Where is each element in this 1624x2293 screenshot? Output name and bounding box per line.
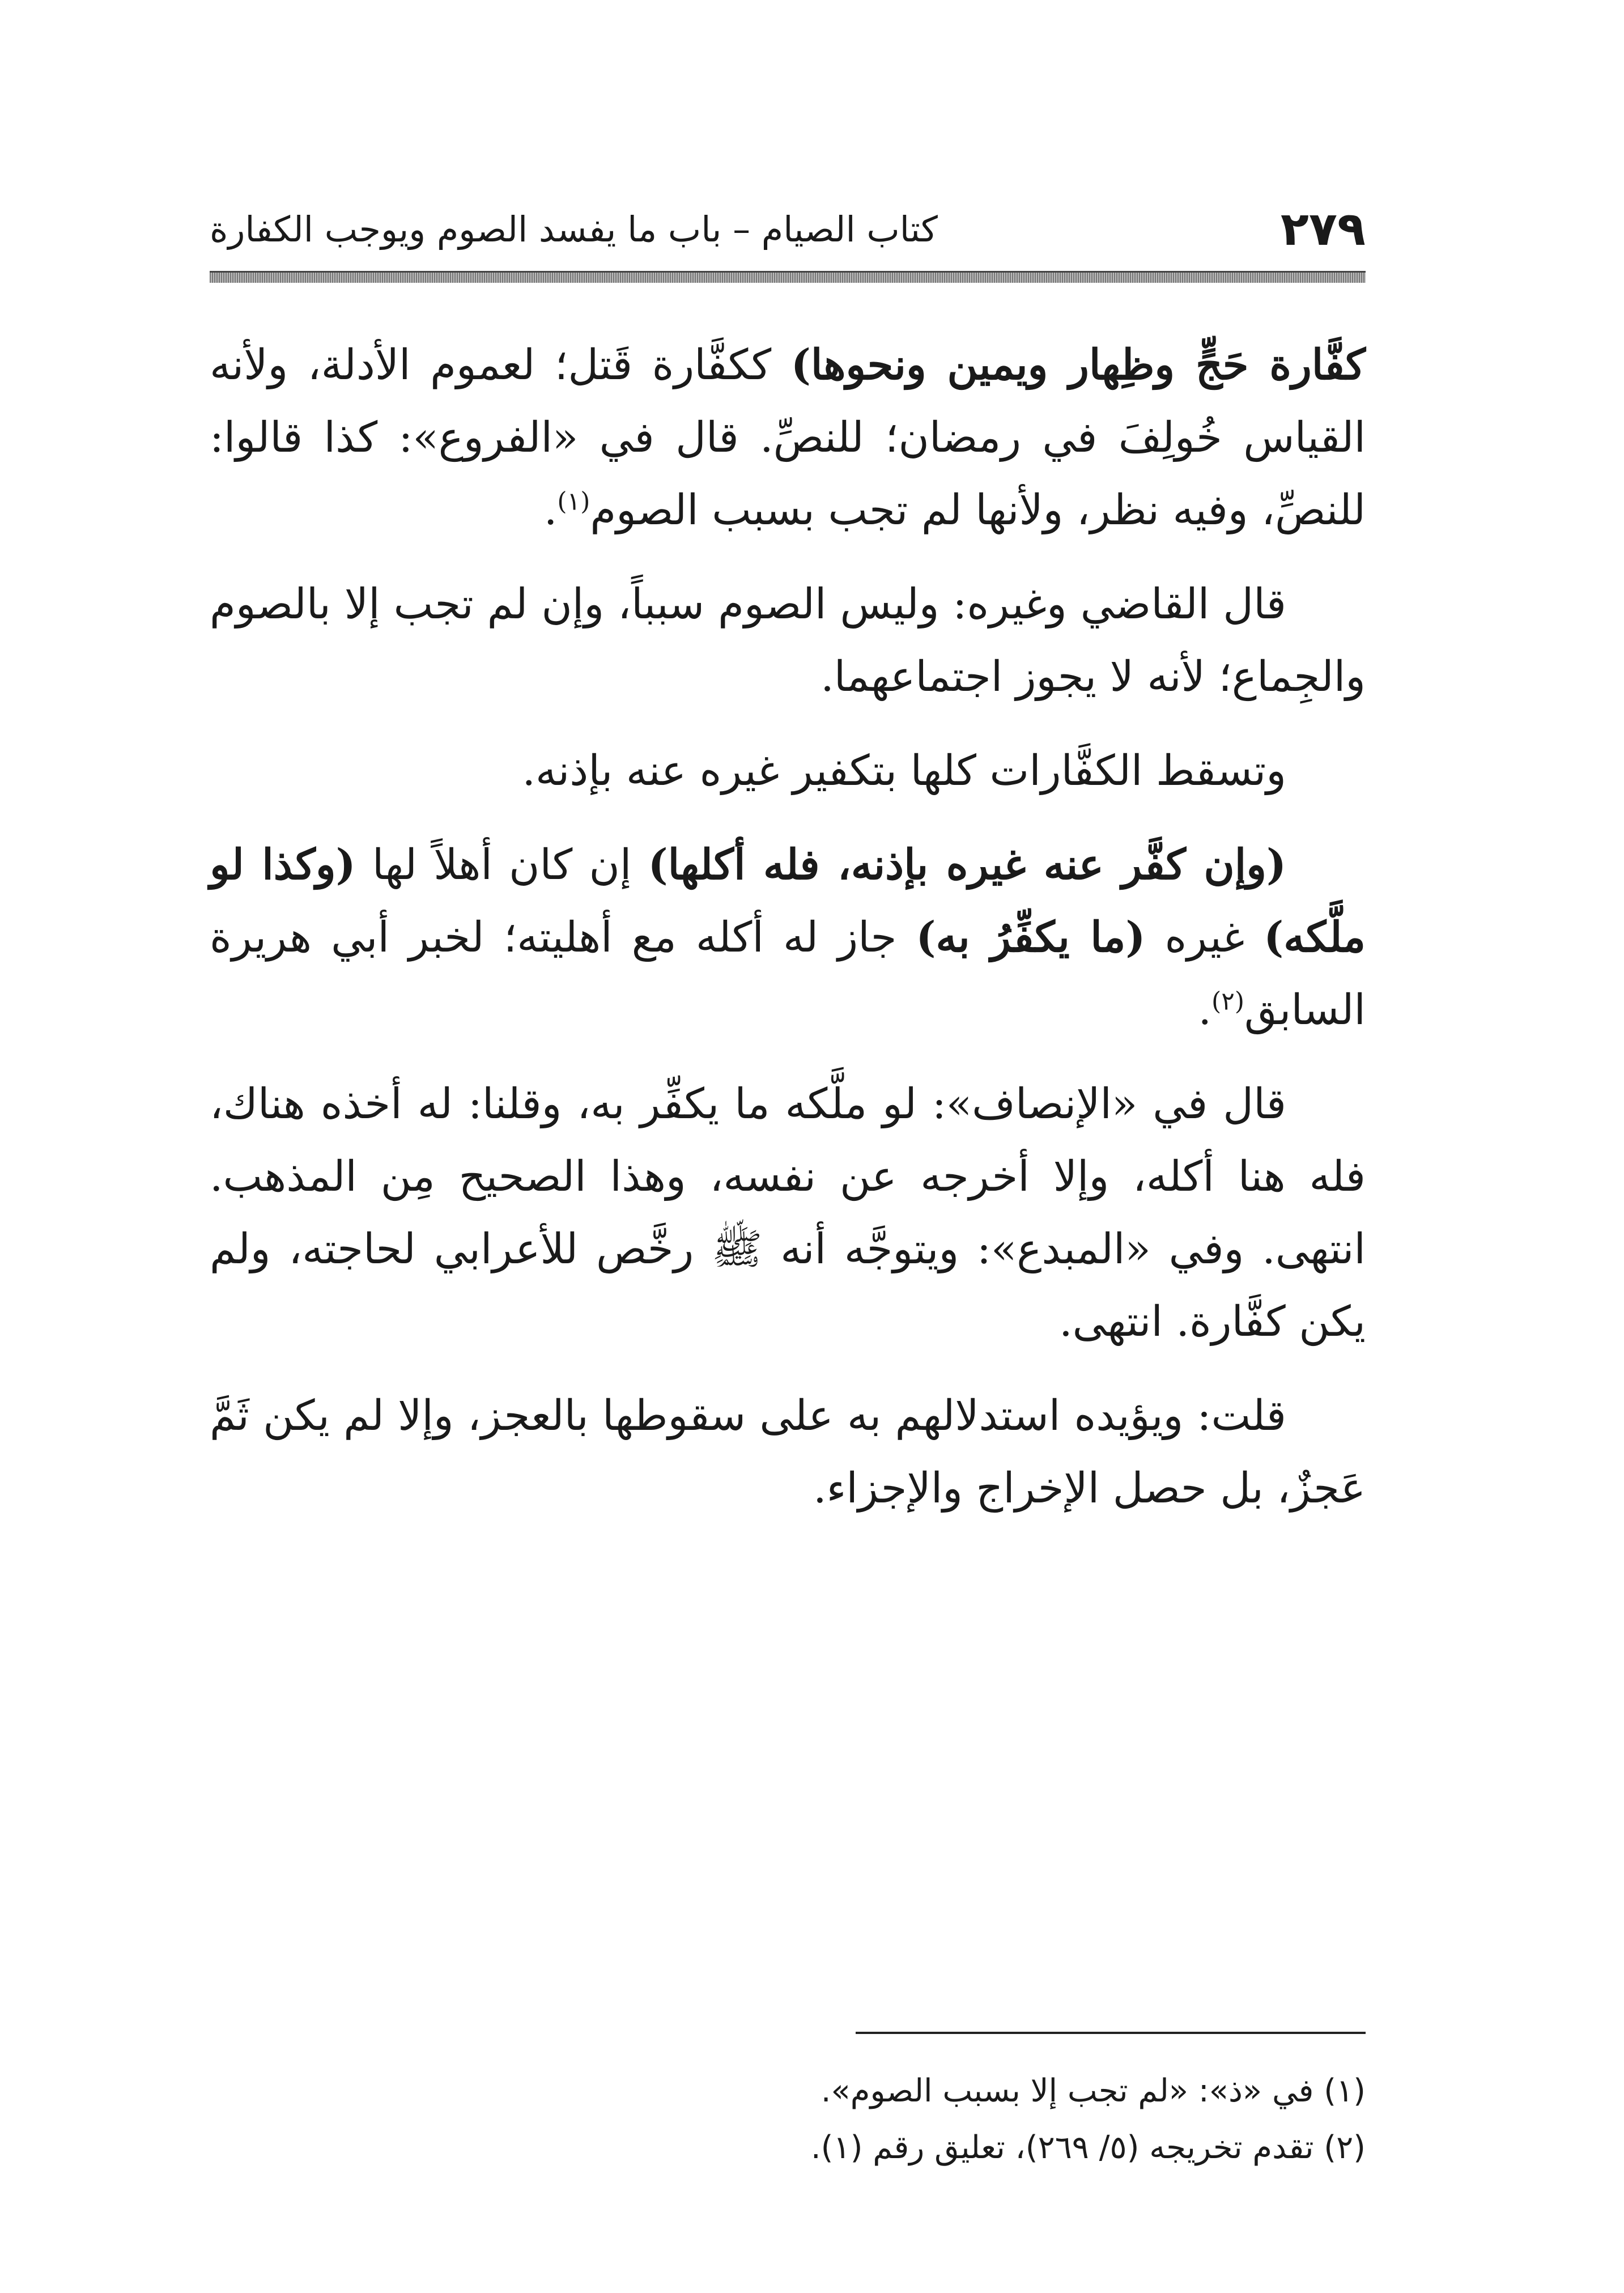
- page-header: [210, 198, 1366, 261]
- paragraph-6: قلت: ويؤيده استدلالهم به على سقوطها بالعجز، وإلا لم يكن ثَمَّ عَجزٌ، بل حصل الإخراج والإجزاء.: [210, 1391, 1366, 1513]
- text-run: غيره: [1145, 913, 1264, 962]
- running-title: كتاب الصيام – باب ما يفسد الصوم ويوجب الكفارة: [210, 209, 938, 250]
- page-number: ٢٧٩: [1280, 202, 1366, 256]
- footnote-1: (١) في «ذ»: «لم تجب إلا بسبب الصوم».: [820, 2073, 1366, 2109]
- bold-phrase: (وإن كفَّر عنه غيره بإذنه، فله أكلها): [648, 840, 1287, 889]
- text-run: .: [1198, 986, 1212, 1034]
- footnote-ref-1: (١): [557, 487, 590, 516]
- text-run: إن كان أهلاً لها: [355, 840, 648, 889]
- footnote-divider: [856, 2032, 1366, 2034]
- footnotes: [210, 2063, 1366, 2176]
- bold-phrase: (ما يكفِّرُ به): [916, 913, 1146, 962]
- footnote-ref-2: (٢): [1211, 987, 1245, 1016]
- text-run: ككفَّارة قَتل؛ لعموم الأدلة، ولأنه القياس خُولِفَ في رمضان؛ للنصِّ. قال في «الفروع»: كذا قالوا: للنصِّ، وفيه نظر، ولأنها لم تجب بسبب الصوم: [210, 341, 1366, 534]
- header-divider: [210, 271, 1366, 283]
- paragraph-5: قال في «الإنصاف»: لو ملَّكه ما يكفِّر به، وقلنا: له أخذه هناك، فله هنا أكله، وإلا أخرجه عن نفسه، وهذا الصحيح مِن المذهب. انتهى. وفي «المبدع»: ويتوجَّه أنه ﷺ رخَّص للأعرابي لحاجته، ولم يكن كفَّارة. انتهى.: [210, 1080, 1366, 1346]
- text-run: جاز له أكله مع أهليته؛ لخبر أبي هريرة السابق: [210, 913, 1366, 1034]
- main-text: [210, 329, 1366, 1546]
- footnote-2: (٢) تقدم تخريجه (٥/ ٢٦٩)، تعليق رقم (١).: [810, 2129, 1366, 2166]
- paragraph-1: [210, 329, 1366, 546]
- bold-phrase: كفَّارة حَجٍّ وظِهار ويمين ونحوها): [790, 341, 1366, 389]
- paragraph-3: وتسقط الكفَّارات كلها بتكفير غيره عنه بإذنه.: [522, 746, 1286, 795]
- bold-phrase: (وكذا لو ملَّكه): [210, 840, 1366, 962]
- text-run: .: [543, 486, 558, 534]
- paragraph-2: قال القاضي وغيره: وليس الصوم سبباً، وإن لم تجب إلا بالصوم والجِماع؛ لأنه لا يجوز اجتماعهما.: [210, 580, 1366, 701]
- paragraph-4: [210, 829, 1366, 1046]
